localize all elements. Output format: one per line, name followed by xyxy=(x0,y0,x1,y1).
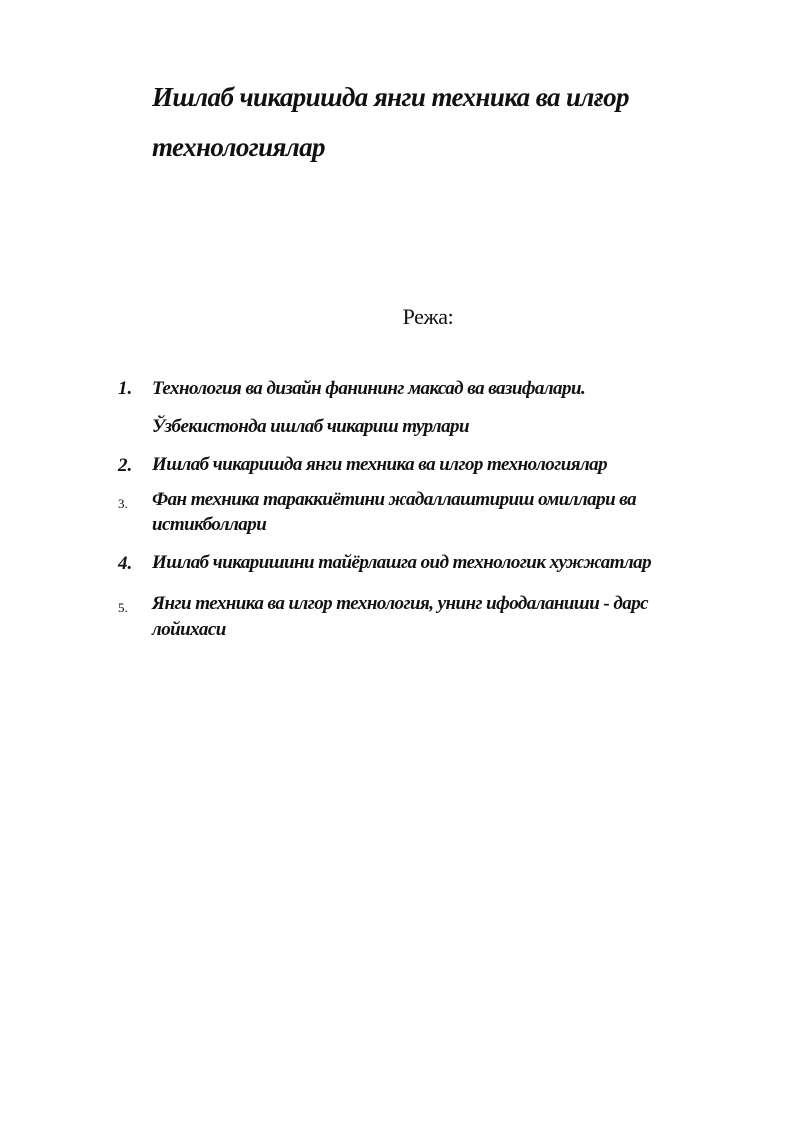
plan-item-line: Ишлаб чикаришини тайёрлашга оид технологик хужжатлар xyxy=(152,552,652,573)
plan-item-number: 4. xyxy=(118,553,133,574)
plan-item-line: Янги техника ва илгор технология, унинг ифодаланиши - дарс xyxy=(152,593,649,614)
plan-item-text xyxy=(152,591,732,643)
plan-item-line: истикболлари xyxy=(152,514,267,535)
plan-item-text xyxy=(152,452,732,478)
plan-item-text xyxy=(152,370,732,446)
plan-item-line: Фан техника тараккиётини жадаллаштириш омиллари ва xyxy=(152,489,637,510)
plan-item-number: 2. xyxy=(118,455,133,476)
plan-heading: Режа: xyxy=(402,304,454,329)
document-title xyxy=(152,72,752,172)
plan-item-line: Ишлаб чикаришда янги техника ва илгор технологиялар xyxy=(152,454,608,475)
plan-item-number: 3. xyxy=(118,496,128,511)
plan-item-line: Технология ва дизайн фанининг максад ва вазифалари. xyxy=(152,378,586,399)
plan-item-line: лойихаси xyxy=(152,619,226,640)
plan-item-text xyxy=(152,487,732,537)
plan-item-number: 5. xyxy=(118,600,128,615)
document-title-line-1: Ишлаб чикаришда янги техника ва илғор xyxy=(152,82,629,112)
plan-item-number: 1. xyxy=(118,378,133,399)
document-title-line-2: технологиялар xyxy=(152,132,325,162)
plan-item-line: Ўзбекистонда ишлаб чикариш турлари xyxy=(152,416,470,437)
plan-item-text xyxy=(152,550,732,576)
